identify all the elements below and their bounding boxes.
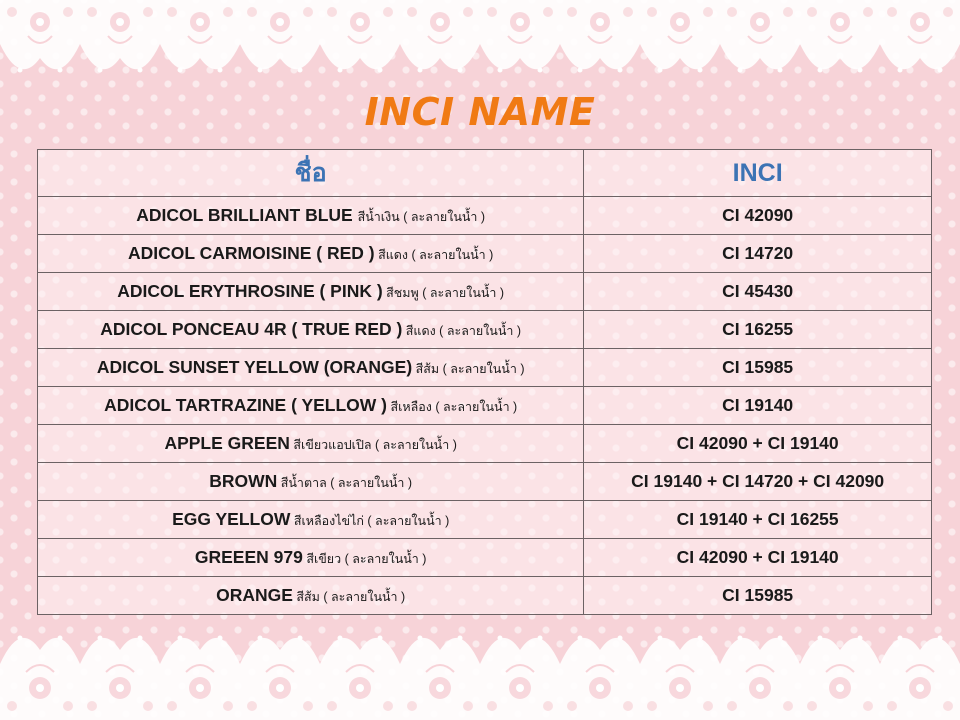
header-inci: INCI xyxy=(584,150,932,197)
table-row xyxy=(38,501,932,539)
name-cell xyxy=(38,235,584,273)
name-cell xyxy=(38,539,584,577)
name-cell xyxy=(38,577,584,615)
table-row xyxy=(38,425,932,463)
thai-description: สีน้ำตาล ( ละลายในน้ำ ) xyxy=(277,475,413,490)
name-cell xyxy=(38,501,584,539)
inci-cell: CI 16255 xyxy=(584,311,932,349)
product-name: ADICOL CARMOISINE ( RED ) xyxy=(127,242,375,263)
table-row xyxy=(38,311,932,349)
name-cell xyxy=(38,463,584,501)
product-name: EGG YELLOW xyxy=(172,508,291,529)
table-row xyxy=(38,539,932,577)
table-row xyxy=(38,197,932,235)
inci-cell: CI 15985 xyxy=(584,349,932,387)
thai-description: สีชมพู ( ละลายในน้ำ ) xyxy=(382,285,505,300)
table-row xyxy=(38,349,932,387)
thai-description: สีเขียวแอปเปิล ( ละลายในน้ำ ) xyxy=(289,437,457,452)
thai-description: สีเหลือง ( ละลายในน้ำ ) xyxy=(387,399,518,414)
name-cell xyxy=(38,387,584,425)
thai-description: สีน้ำเงิน ( ละลายในน้ำ ) xyxy=(357,209,486,224)
product-name: ADICOL PONCEAU 4R ( TRUE RED ) xyxy=(100,318,403,339)
product-name: ORANGE xyxy=(216,584,293,605)
thai-description: สีเหลืองไข่ไก่ ( ละลายในน้ำ ) xyxy=(290,513,450,528)
lace-border-bottom xyxy=(0,614,960,720)
header-name: ชื่อ xyxy=(38,150,584,197)
inci-cell: CI 15985 xyxy=(584,577,932,615)
product-name: ADICOL ERYTHROSINE ( PINK ) xyxy=(117,280,383,301)
table-row xyxy=(38,273,932,311)
product-name: ADICOL TARTRAZINE ( YELLOW ) xyxy=(104,394,387,415)
inci-cell: CI 19140 + CI 16255 xyxy=(584,501,932,539)
inci-cell: CI 14720 xyxy=(584,235,932,273)
lace-border-top xyxy=(0,0,960,86)
table-row xyxy=(38,577,932,615)
product-name: ADICOL SUNSET YELLOW (ORANGE) xyxy=(96,356,413,377)
thai-description: สีแดง ( ละลายในน้ำ ) xyxy=(402,323,522,338)
product-name: APPLE GREEN xyxy=(164,432,290,453)
inci-cell: CI 19140 + CI 14720 + CI 42090 xyxy=(584,463,932,501)
inci-cell: CI 45430 xyxy=(584,273,932,311)
name-cell xyxy=(38,311,584,349)
name-cell xyxy=(38,425,584,463)
table-row xyxy=(38,387,932,425)
name-cell xyxy=(38,197,584,235)
product-name: ADICOL BRILLIANT BLUE xyxy=(136,204,358,225)
thai-description: สีแดง ( ละลายในน้ำ ) xyxy=(374,247,494,262)
thai-description: สีส้ม ( ละลายในน้ำ ) xyxy=(412,361,525,376)
name-cell xyxy=(38,273,584,311)
inci-cell: CI 19140 xyxy=(584,387,932,425)
thai-description: สีส้ม ( ละลายในน้ำ ) xyxy=(292,589,406,604)
inci-cell: CI 42090 xyxy=(584,197,932,235)
name-cell xyxy=(38,349,584,387)
page-title: INCI NAME xyxy=(364,90,596,134)
inci-cell: CI 42090 + CI 19140 xyxy=(584,539,932,577)
product-name: GREEEN 979 xyxy=(194,546,303,567)
table-row xyxy=(38,463,932,501)
thai-description: สีเขียว ( ละลายในน้ำ ) xyxy=(302,551,427,566)
table-header-row xyxy=(38,150,932,197)
inci-table xyxy=(37,149,932,615)
inci-cell: CI 42090 + CI 19140 xyxy=(584,425,932,463)
table-row xyxy=(38,235,932,273)
product-name: BROWN xyxy=(209,470,278,491)
